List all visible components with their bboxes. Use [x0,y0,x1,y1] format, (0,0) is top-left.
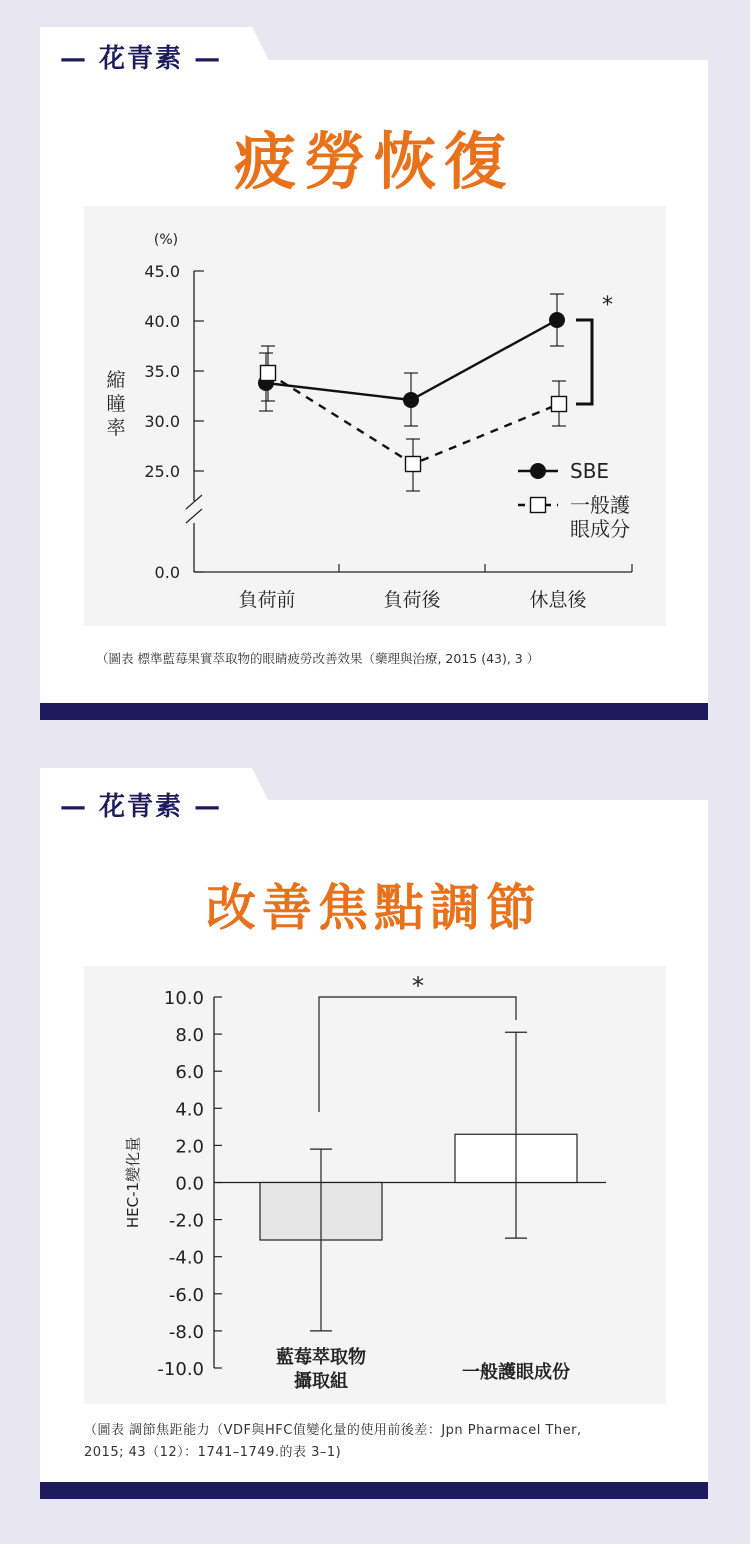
y-tick-label: -10.0 [157,1359,204,1380]
caption-line: 2015; 43（12）：1741–1749.的表 3–1) [84,1445,342,1460]
legend-label: SBE [570,459,610,483]
chart-focus [84,966,666,1404]
x-tick-label: 一般護眼成份 [462,1362,570,1383]
legend-label: 眼成分 [570,517,630,541]
legend-marker [530,463,546,479]
data-point [549,312,565,328]
y-tick-label: -2.0 [168,1210,204,1232]
y-tick-label: 0.0 [175,1173,204,1195]
significance-marker: * [602,293,613,318]
significance-marker: * [412,972,424,1000]
chart-caption: （圖表 標準藍莓果實萃取物的眼睛疲勞改善效果（藥理與治療, 2015 (43), 3 ） [96,651,540,666]
data-point [403,392,419,408]
y-tick-label: 8.0 [175,1025,204,1047]
y-tick-label: -6.0 [168,1284,204,1306]
y-tick-label: -4.0 [168,1247,204,1269]
data-point [406,457,421,472]
y-tick-label: 2.0 [175,1136,204,1158]
data-point [261,366,276,381]
x-tick-label: 休息後 [529,589,587,611]
section-tag: — 花青素 — [60,44,223,74]
y-axis-label: HEC-1變化量 [124,1136,142,1229]
section-title: 改善焦點調節 [206,879,542,937]
unit-label: (%) [153,232,179,248]
chart-fatigue [84,206,666,626]
y-axis-label: 縮 [106,369,126,391]
section-bottom-bar [40,703,708,720]
y-tick-label: 4.0 [175,1099,204,1121]
x-tick-label: 負荷後 [383,589,441,611]
y-tick-label: 40.0 [144,312,180,331]
x-tick-label: 藍莓萃取物 [276,1347,366,1368]
x-tick-label: 負荷前 [238,589,296,611]
caption-line: （圖表 調節焦距能力（VDF與HFC值變化量的使用前後差：Jpn Pharmacel Ther, [84,1423,582,1438]
y-tick-label: 25.0 [144,462,180,481]
y-axis-label: 率 [106,417,126,439]
y-tick-label: 10.0 [163,988,204,1009]
y-tick-label: 0.0 [154,563,180,582]
y-tick-label: -8.0 [168,1321,204,1343]
section-bottom-bar [40,1482,708,1499]
chart-caption [84,1420,582,1464]
x-tick-label: 攝取組 [294,1371,348,1392]
legend-marker [531,498,546,513]
section-tag: — 花青素 — [60,792,223,822]
legend-label: 一般護 [570,493,630,517]
y-axis-label: 瞳 [106,393,126,415]
section-title: 疲勞恢復 [233,125,514,198]
y-tick-label: 45.0 [144,262,180,281]
y-tick-label: 30.0 [144,412,180,431]
y-tick-label: 35.0 [144,362,180,381]
data-point [552,397,567,412]
y-tick-label: 6.0 [175,1062,204,1084]
